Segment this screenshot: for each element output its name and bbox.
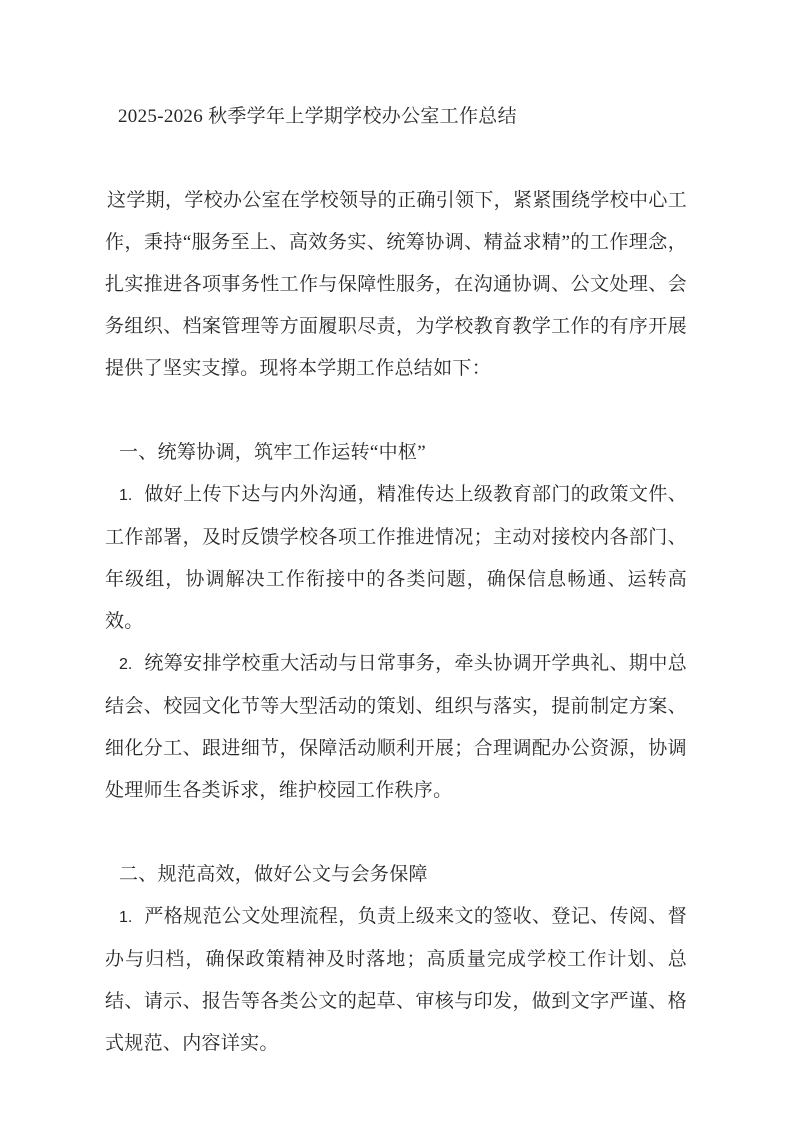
list-item-text: 严格规范公文处理流程，负责上级来文的签收、登记、传阅、督办与归档，确保政策精神及时落地；高质量完成学校工作计划、总结、请示、报告等各类公文的起草、审核与印发，做到文字严谨、格式规范、内容详实。 — [105, 906, 687, 1054]
list-item-number: 1. — [119, 909, 133, 926]
intro-paragraph: 这学期，学校办公室在学校领导的正确引领下，紧紧围绕学校中心工作，秉持“服务至上、高效务实、统筹协调、精益求精”的工作理念，扎实推进各项事务性工作与保障性服务，在沟通协调、公文处理、会务组织、档案管理等方面履职尽责，为学校教育教学工作的有序开展提供了坚实支撑。现将本学期工作总结如下： — [105, 190, 687, 379]
list-item-number: 1. — [119, 487, 133, 504]
section-1-heading: 一、统筹协调，筑牢工作运转“中枢” — [119, 442, 426, 463]
list-item-number: 2. — [119, 656, 133, 673]
list-item — [105, 896, 687, 1065]
section-2-heading: 二、规范高效，做好公文与会务保障 — [119, 864, 428, 885]
list-item-text: 做好上传下达与内外沟通，精准传达上级教育部门的政策文件、工作部署，及时反馈学校各项工作推进情况；主动对接校内各部门、年级组，协调解决工作衔接中的各类问题，确保信息畅通、运转高效。 — [105, 484, 687, 632]
list-item — [105, 474, 687, 643]
document-title: 2025-2026 秋季学年上学期学校办公室工作总结 — [118, 106, 517, 127]
list-item-text: 统筹安排学校重大活动与日常事务，牵头协调开学典礼、期中总结会、校园文化节等大型活动的策划、组织与落实，提前制定方案、细化分工、跟进细节，保障活动顺利开展；合理调配办公资源，协调处理师生各类诉求，维护校园工作秩序。 — [105, 653, 687, 801]
list-item — [105, 643, 687, 812]
